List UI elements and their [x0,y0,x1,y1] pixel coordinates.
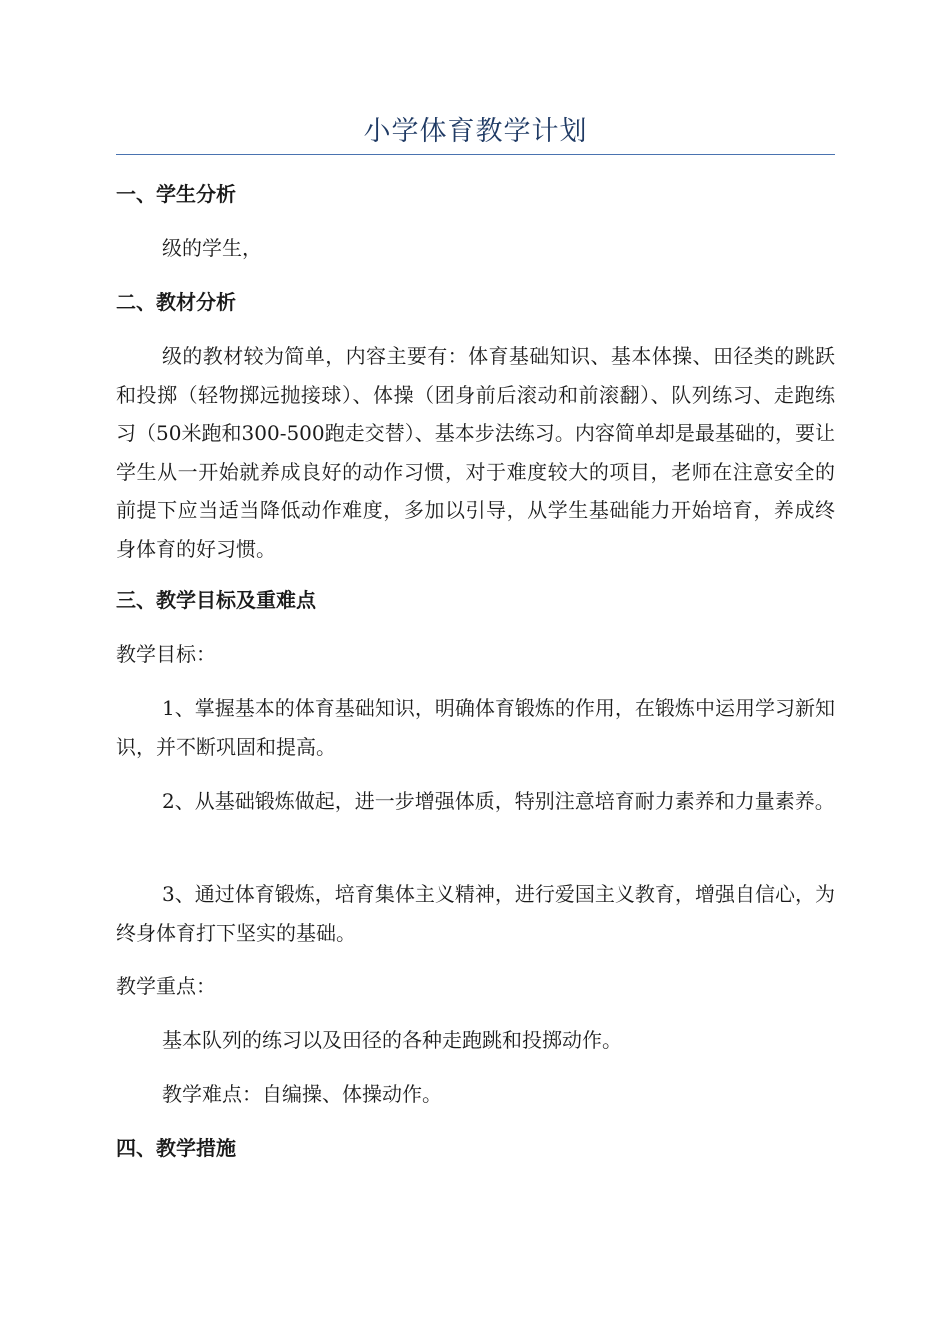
document-title: 小学体育教学计划 [363,116,588,147]
teaching-goal-2: 2、从基础锻炼做起，进一步增强体质，特别注意培育耐力素养和力量素养。 [162,789,835,813]
section-heading-student-analysis: 一、学生分析 [116,182,236,206]
teaching-key-label: 教学重点： [116,974,216,998]
material-analysis-paragraph: 级的教材较为简单，内容主要有：体育基础知识、基本体操、田径类的跳跃和投掷（轻物掷远抛接球）、体操（团身前后滚动和前滚翻）、队列练习、走跑练习（50米跑和300-500跑走交替）、基本步法练习。内容简单却是最基础的，要让学生从一开始就养成良好的动作习惯，对于难度较大的项目，老师在注意安全的前提下应当适当降低动作难度，多加以引导，从学生基础能力开始培育，养成终身体育的好习惯。 [116,344,835,561]
title-underline [116,154,835,155]
teaching-goals-label: 教学目标： [116,642,216,666]
section-heading-goals: 三、教学目标及重难点 [116,588,316,612]
section-heading-material-analysis: 二、教材分析 [116,290,236,314]
section-heading-measures: 四、教学措施 [116,1136,236,1160]
student-analysis-paragraph: 级的学生， [162,236,262,260]
teaching-key-text: 基本队列的练习以及田径的各种走跑跳和投掷动作。 [162,1028,622,1052]
teaching-difficulty-text: 教学难点：自编操、体操动作。 [162,1082,442,1106]
teaching-goal-1: 1、掌握基本的体育基础知识，明确体育锻炼的作用，在锻炼中运用学习新知识，并不断巩固和提高。 [116,696,835,759]
teaching-goal-3: 3、通过体育锻炼，培育集体主义精神，进行爱国主义教育，增强自信心，为终身体育打下坚实的基础。 [116,882,835,945]
